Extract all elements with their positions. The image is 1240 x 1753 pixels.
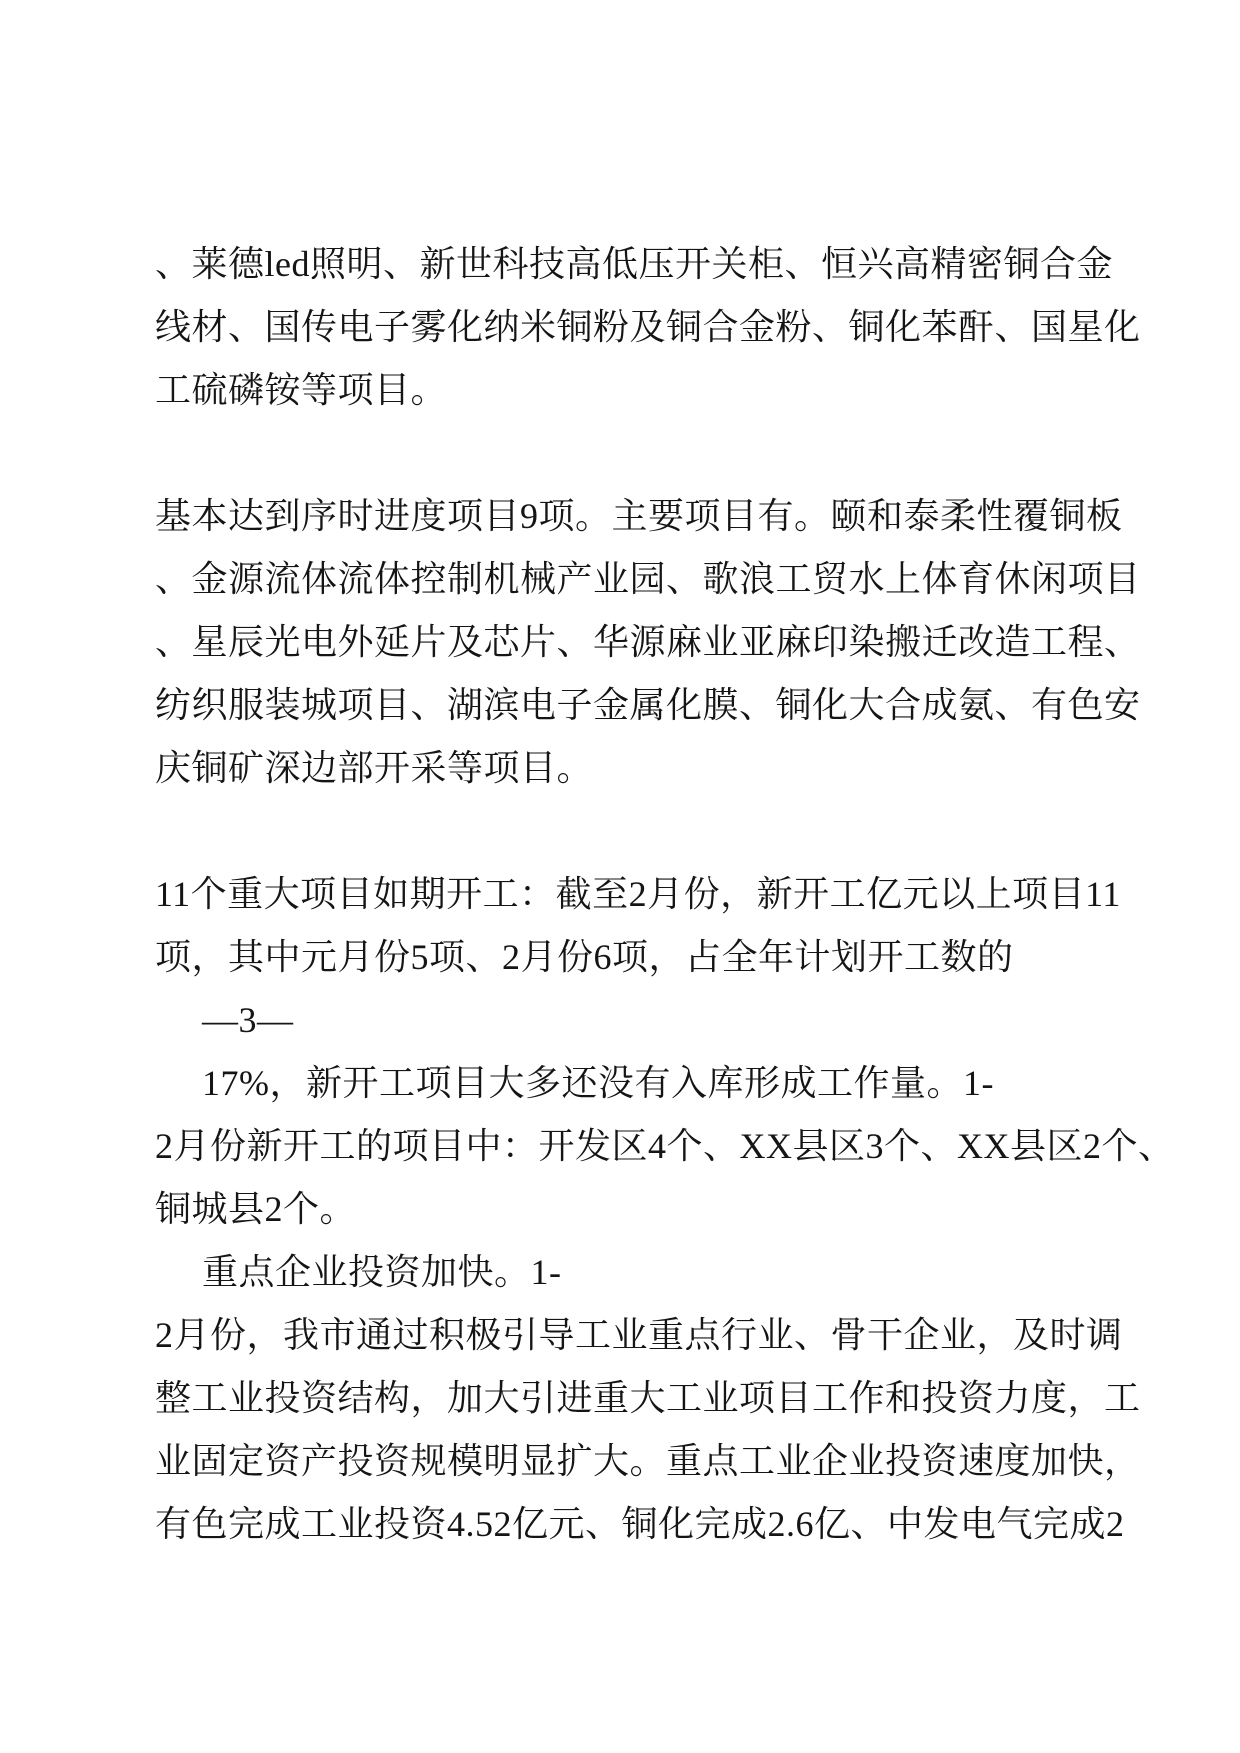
text-line: 2月份新开工的项目中：开发区4个、XX县区3个、XX县区2个、 <box>155 1126 1175 1166</box>
text-line: 、星辰光电外延片及芯片、华源麻业亚麻印染搬迁改造工程、 <box>155 622 1141 662</box>
text-line: 纺织服装城项目、湖滨电子金属化膜、铜化大合成氨、有色安 <box>155 685 1141 725</box>
paragraph <box>155 863 1175 1556</box>
text-line: 项，其中元月份5项、2月份6项，占全年计划开工数的 <box>155 937 1014 977</box>
text-line: 整工业投资结构，加大引进重大工业项目工作和投资力度，工 <box>155 1378 1141 1418</box>
paragraph <box>155 485 1141 800</box>
text-line: 业固定资产投资规模明显扩大。重点工业企业投资速度加快， <box>155 1441 1141 1481</box>
text-line: 有色完成工业投资4.52亿元、铜化完成2.6亿、中发电气完成2 <box>155 1504 1125 1544</box>
text-line: 工硫磷铵等项目。 <box>155 370 448 410</box>
text-line: 、莱德led照明、新世科技高低压开关柜、恒兴高精密铜合金 <box>155 244 1113 284</box>
text-line: 11个重大项目如期开工：截至2月份，新开工亿元以上项目11 <box>155 874 1121 914</box>
text-line: 庆铜矿深边部开采等项目。 <box>155 748 594 788</box>
text-line: 重点企业投资加快。1- <box>202 1252 562 1292</box>
text-line: 线材、国传电子雾化纳米铜粉及铜合金粉、铜化苯酐、国星化 <box>155 307 1141 347</box>
text-line: 、金源流体流体控制机械产业园、歌浪工贸水上体育休闲项目 <box>155 559 1141 599</box>
text-line: 基本达到序时进度项目9项。主要项目有。颐和泰柔性覆铜板 <box>155 496 1123 536</box>
text-line: 铜城县2个。 <box>155 1189 357 1229</box>
text-line: 17%，新开工项目大多还没有入库形成工作量。1- <box>202 1063 994 1103</box>
document-body <box>155 233 1175 1556</box>
text-line: 2月份，我市通过积极引导工业重点行业、骨干企业，及时调 <box>155 1315 1123 1355</box>
paragraph <box>155 233 1141 422</box>
text-line: —3— <box>202 1000 294 1040</box>
